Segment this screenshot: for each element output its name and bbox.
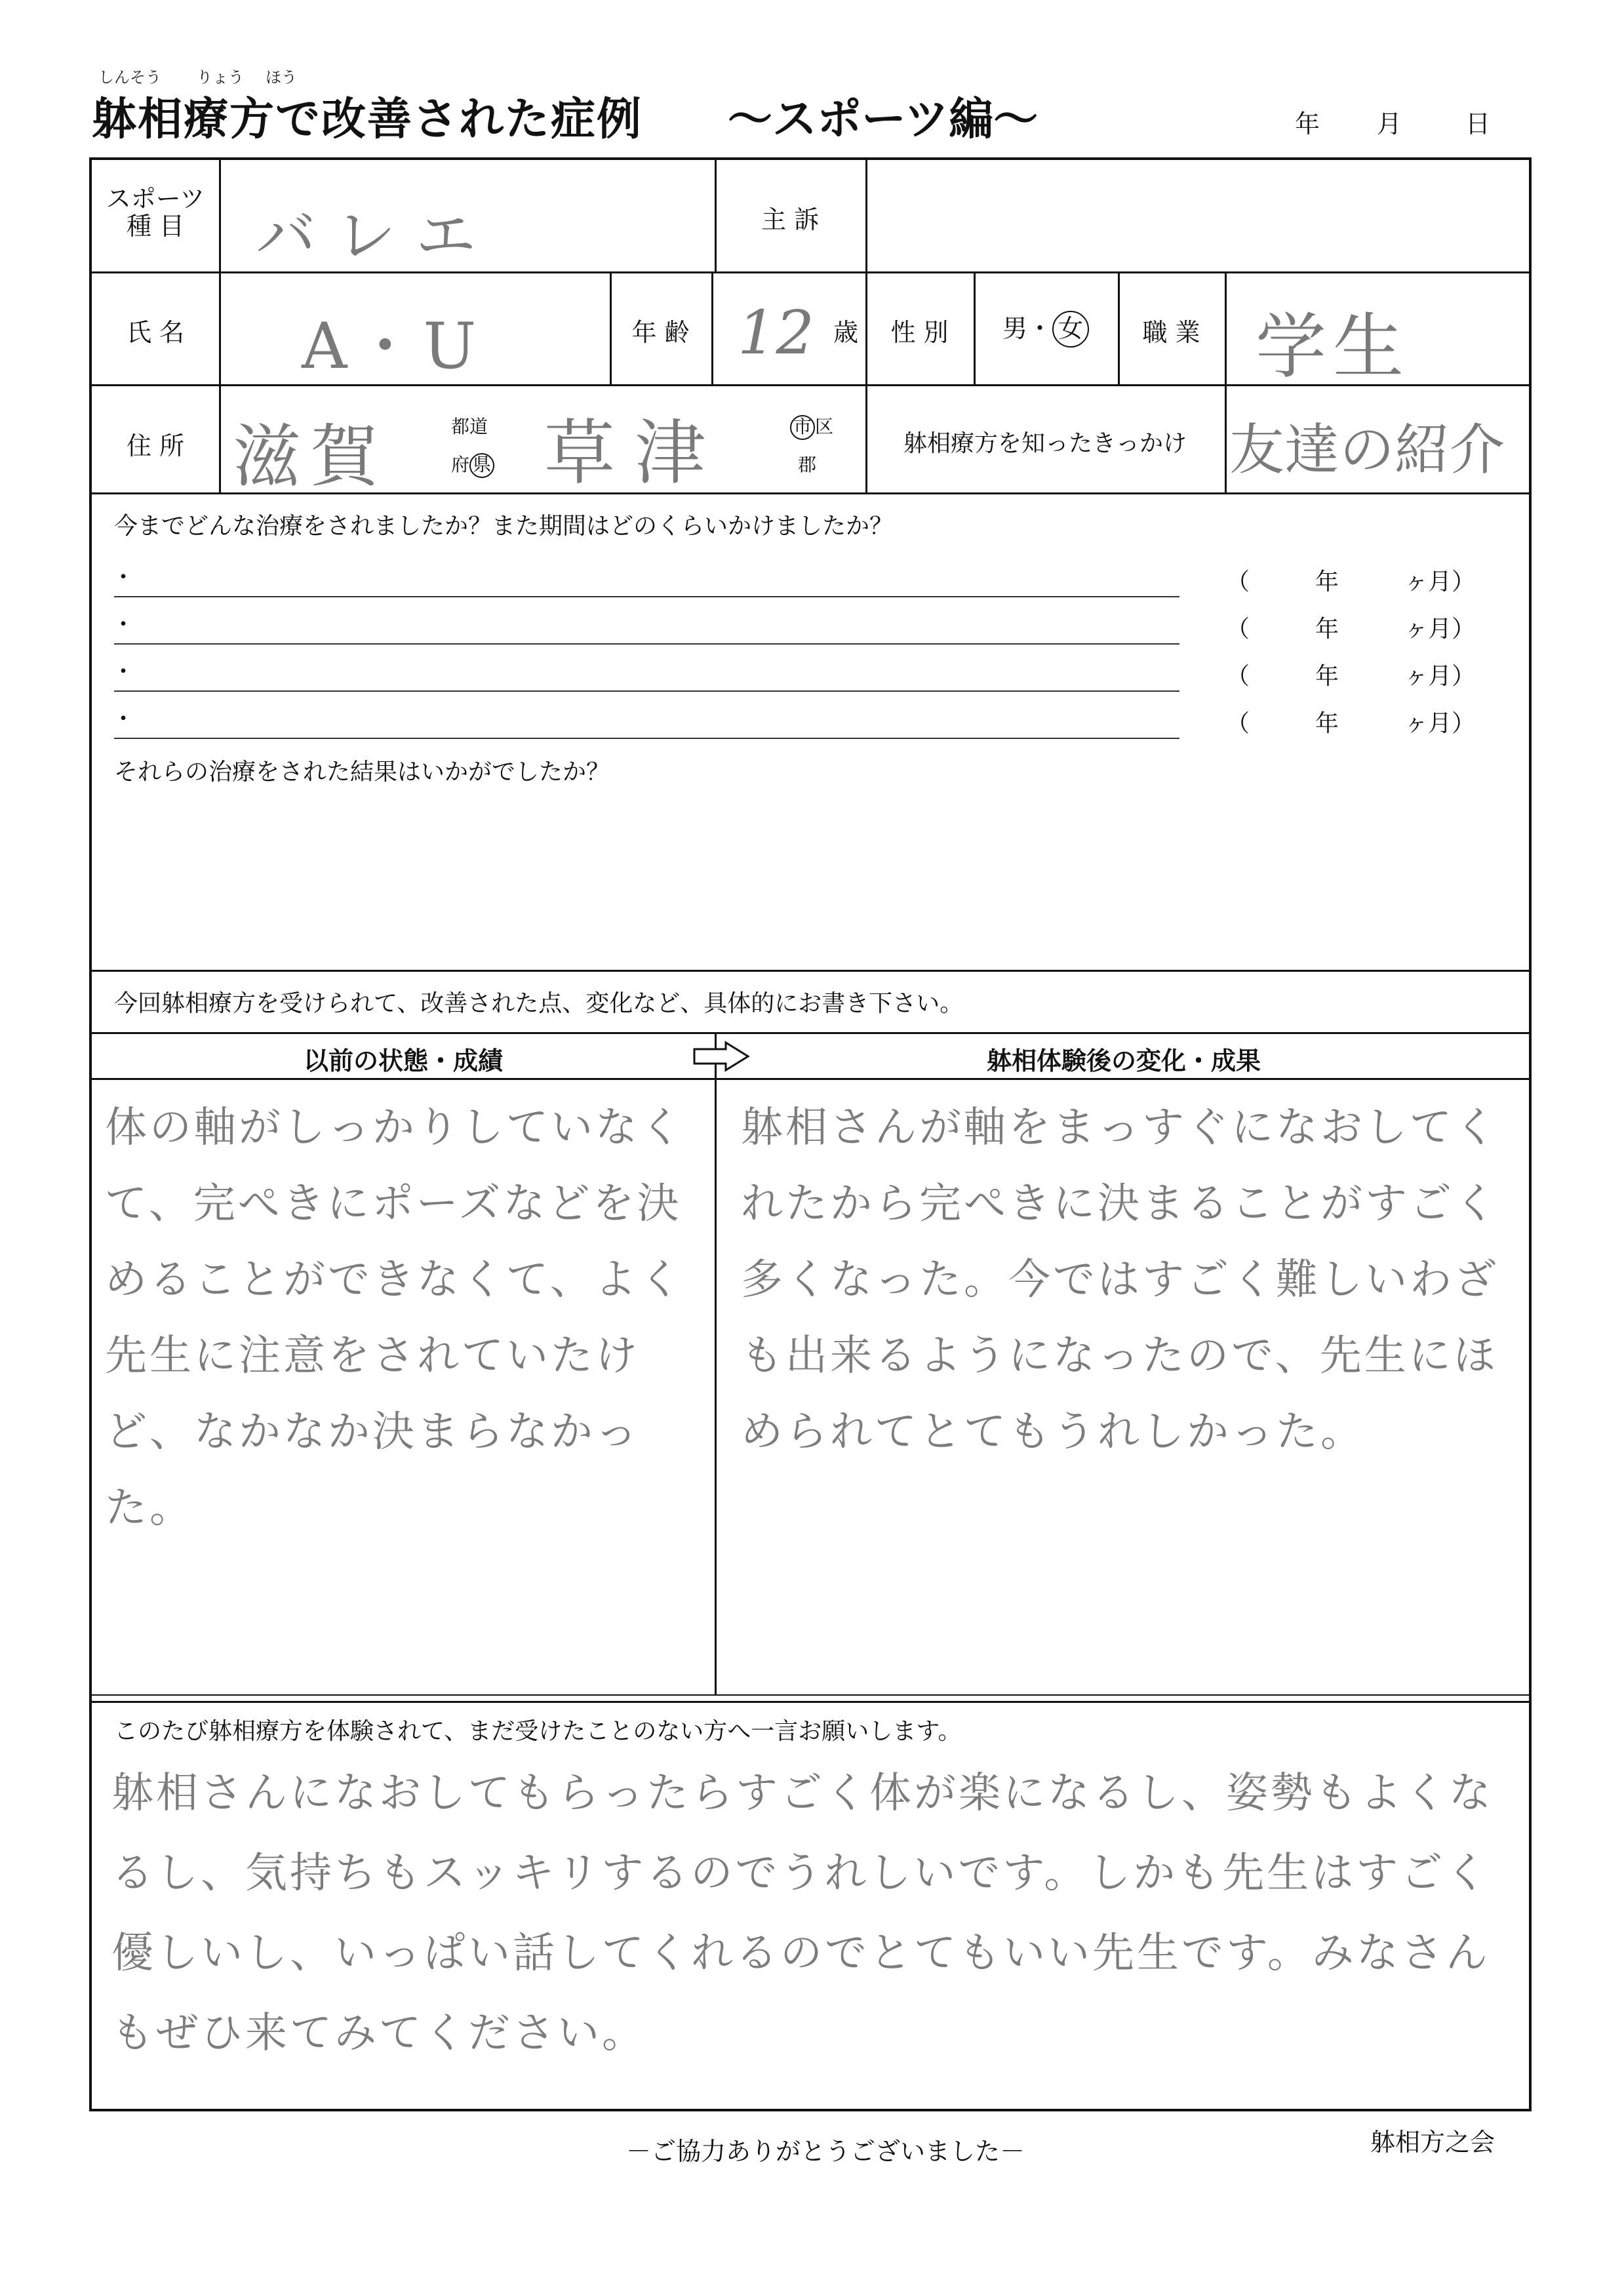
prefecture-type: 都道 府 県: [451, 408, 504, 484]
col-divider: [219, 160, 221, 492]
message-question: このたび躰相療方を体験されて、まだ受けたことのない方へ一言お願いします。: [114, 1718, 962, 1745]
job-label: 職 業: [1142, 318, 1200, 347]
age-label: 年 齢: [631, 318, 690, 347]
treatment-row: ・: [111, 611, 136, 638]
sex-option-female[interactable]: 女: [1052, 311, 1089, 348]
name-value: A・U: [302, 309, 483, 383]
prefecture-ken-selected: 県: [469, 453, 494, 478]
prefecture-value: 滋賀: [233, 416, 388, 496]
address-label: 住 所: [126, 431, 185, 460]
treatment-line: [114, 596, 1179, 597]
age-unit: 歳: [833, 318, 858, 347]
row-divider: [92, 1701, 1532, 1703]
treatment-row: ・: [111, 564, 136, 591]
col-divider: [711, 271, 713, 384]
name-label: 氏 名: [126, 318, 185, 347]
treatment-period: （ 年 ヶ月）: [1226, 569, 1476, 595]
treatment-row: ・: [111, 706, 136, 732]
ruby-ryou: りょう: [197, 68, 244, 87]
row-divider: [92, 1032, 1532, 1034]
before-label: 以前の状態・成績: [303, 1047, 503, 1075]
col-divider: [715, 1032, 717, 1694]
date-year-label: 年: [1295, 110, 1320, 138]
ruby-hou: ほう: [266, 68, 297, 87]
treatment-row: ・: [111, 658, 136, 685]
city-value: 草津: [544, 412, 726, 494]
treatment-line: [114, 738, 1179, 739]
message-answer: 躰相さんになおしてもらったらすごく体が楽になるし、姿勢もよくなるし、気持ちもスッキリするのでうれしいです。しかも先生はすごく優しいし、いっぱい話してくれるのでとてもいい先生です。みなさんもぜひ来てみてください。: [111, 1769, 1494, 2058]
before-text: 体の軸がしっかりしていなくて、完ぺきにポーズなどを決めることができなくて、よく先生に注意をされていたけど、なかなか決まらなかった。: [105, 1104, 684, 1532]
row-divider: [92, 1694, 1532, 1696]
sport-label: スポーツ 種 目: [106, 184, 205, 241]
page-title: 躰相療方で改善された症例: [92, 94, 643, 146]
treatment-period: （ 年 ヶ月）: [1226, 663, 1476, 690]
page-subtitle: ～スポーツ編～: [728, 94, 1039, 146]
case-form: [89, 157, 1532, 2111]
trigger-value: 友達の紹介: [1229, 418, 1505, 482]
trigger-label: 躰相療方を知ったきっかけ: [903, 430, 1187, 457]
col-divider: [1225, 271, 1227, 492]
arrow-right-icon: [692, 1040, 751, 1073]
after-label: 躰相体験後の変化・成果: [986, 1047, 1261, 1075]
complaint-label: 主 訴: [761, 205, 820, 234]
treatment-period: （ 年 ヶ月）: [1226, 616, 1476, 643]
job-value: 学生: [1256, 306, 1411, 388]
treatment-period: （ 年 ヶ月）: [1226, 710, 1476, 737]
sex-option-male[interactable]: 男: [1002, 314, 1027, 343]
date-day-label: 日: [1465, 110, 1491, 138]
after-text: 躰相さんが軸をまっすぐになおしてくれたから完ぺきに決まることがすごく多くなった。今ではすごく難しいわざも出来るようになったので、先生にほめられてとてもうれしかった。: [741, 1104, 1499, 1456]
sport-value: バレエ: [256, 201, 496, 271]
sex-separator: ・: [1027, 314, 1053, 343]
sex-options: [974, 308, 1118, 348]
date-month-label: 月: [1377, 110, 1402, 138]
row-divider: [92, 1078, 1532, 1080]
row-divider: [92, 970, 1532, 972]
age-value: 12: [738, 298, 815, 368]
results-question: それらの治療をされた結果はいかがでしたか？: [114, 759, 610, 786]
city-shi-selected: 市: [790, 415, 815, 440]
city-type: 市 区 郡: [790, 408, 856, 484]
treatment-line: [114, 690, 1179, 692]
treatment-question: 今までどんな治療をされましたか？また期間はどのくらいかけましたか？: [114, 513, 894, 540]
improvement-question: 今回躰相療方を受けられて、改善された点、変化など、具体的にお書き下さい。: [114, 990, 964, 1017]
treatment-line: [114, 643, 1179, 645]
organization-name: 躰相方之会: [1370, 2128, 1495, 2157]
sex-label: 性 別: [890, 318, 949, 347]
thanks-text: －ご協力ありがとうございました－: [626, 2137, 1025, 2166]
ruby-shinsou: しんそう: [98, 68, 161, 87]
